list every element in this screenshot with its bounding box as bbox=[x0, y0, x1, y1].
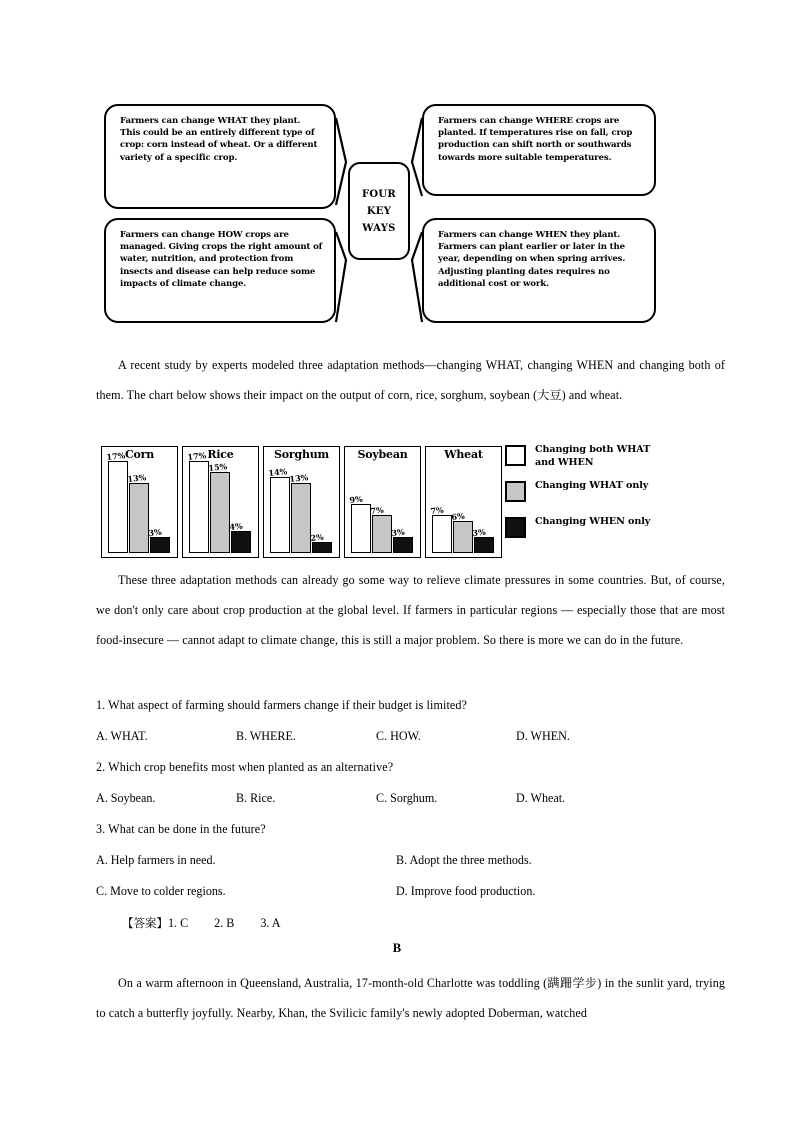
chart-bar bbox=[288, 471, 311, 553]
question-1-stem: 1. What aspect of farming should farmers change if their budget is limited? bbox=[96, 698, 467, 712]
chart-bar bbox=[207, 460, 230, 553]
question-3-option-a[interactable]: A. Help farmers in need. bbox=[96, 853, 216, 867]
chart-legend-swatch bbox=[505, 517, 526, 538]
answer-key bbox=[122, 915, 281, 931]
chart-bar bbox=[147, 526, 170, 553]
center-label-line-3: WAYS bbox=[362, 222, 396, 234]
diagram-box-where: Farmers can change WHERE crops are planted. If temperatures rise on fall, crop production can shift north or southwards towards more suitable temperatures. bbox=[422, 104, 656, 196]
chart-legend-item bbox=[505, 480, 705, 506]
crop-output-bar-chart bbox=[101, 446, 701, 558]
chart-bar bbox=[429, 504, 452, 553]
four-key-ways-diagram bbox=[100, 100, 660, 335]
question-1-option-b[interactable]: B. WHERE. bbox=[236, 729, 296, 743]
diagram-box-when: Farmers can change WHEN they plant. Farmers can plant earlier or later in the year, depending on when spring arrives. Adjusting planting dates requires no additional cost or work. bbox=[422, 218, 656, 323]
chart-bar-value-label: 7% bbox=[369, 504, 385, 517]
chart-bar-value-label: 6% bbox=[450, 510, 466, 522]
chart-bar bbox=[390, 526, 413, 553]
question-2-option-c[interactable]: C. Sorghum. bbox=[376, 791, 438, 805]
chart-panel-wheat bbox=[425, 446, 502, 558]
chart-bar-value-label: 15% bbox=[207, 460, 228, 473]
chart-bar-value-label: 7% bbox=[429, 504, 445, 517]
chart-legend-swatch bbox=[505, 445, 526, 466]
chart-bar-value-label: 3% bbox=[390, 526, 406, 538]
chart-panel-corn bbox=[101, 446, 178, 558]
section-heading-b: B bbox=[392, 941, 402, 955]
chart-bar bbox=[309, 531, 332, 553]
chart-bar bbox=[348, 493, 371, 553]
question-2-option-a[interactable]: A. Soybean. bbox=[96, 791, 156, 805]
chart-panel-plot bbox=[430, 462, 497, 553]
chart-bar-value-label: 13% bbox=[126, 471, 147, 484]
question-2-option-d[interactable]: D. Wheat. bbox=[516, 791, 566, 805]
chart-panel-title: Rice bbox=[207, 448, 234, 461]
chart-bar-value-label: 17% bbox=[105, 450, 126, 462]
question-1-option-d[interactable]: D. WHEN. bbox=[516, 729, 570, 743]
center-label-line-1: FOUR bbox=[361, 188, 397, 200]
center-label-line-2: KEY bbox=[366, 205, 392, 217]
paragraph-intro-text: A recent study by experts modeled three adaptation methods—changing WHAT, changing WHEN and changing both of them. The chart below shows their impact on the output of corn, rice, sorghum, soybean (大豆) and wheat. bbox=[96, 358, 725, 402]
chart-bar-value-label: 3% bbox=[471, 526, 487, 538]
question-3-option-b[interactable]: B. Adopt the three methods. bbox=[396, 853, 532, 867]
chart-panel-plot bbox=[268, 462, 335, 553]
chart-bar bbox=[450, 510, 473, 553]
paragraph-intro bbox=[96, 350, 725, 410]
answer-2: 2. B bbox=[214, 916, 235, 930]
answer-3: 3. A bbox=[260, 916, 281, 930]
chart-legend-item bbox=[505, 444, 705, 470]
question-3-options-row-1 bbox=[96, 852, 696, 868]
diagram-center-node bbox=[348, 162, 410, 260]
chart-bar bbox=[105, 450, 128, 553]
chart-legend bbox=[505, 444, 705, 552]
chart-panel-sorghum bbox=[263, 446, 340, 558]
answer-key-prefix: 【答案】 bbox=[122, 916, 168, 930]
question-2-options bbox=[96, 790, 656, 806]
chart-panel-title: Soybean bbox=[357, 448, 408, 461]
diagram-box-how: Farmers can change HOW crops are managed. Giving crops the right amount of water, nutrition, and protection from insects and disease can help reduce some impacts of climate change. bbox=[104, 218, 336, 323]
chart-bar-value-label: 3% bbox=[147, 526, 163, 538]
chart-bar bbox=[369, 504, 392, 553]
paragraph-conclusion-text: These three adaptation methods can already go some way to relieve climate pressures in some countries. But, of course, we don't only care about crop production at the global level. If farmers in particular regions — especially those that are most food-insecure — cannot adapt to climate change, this is still a major problem. So there is more we can do in the future. bbox=[96, 573, 725, 647]
chart-legend-label: Changing both WHAT and WHEN bbox=[535, 444, 651, 468]
paragraph-section-b-text: On a warm afternoon in Queensland, Australia, 17-month-old Charlotte was toddling (蹒跚学步) in the sunlit yard, trying to catch a butterfly joyfully. Nearby, Khan, the Svilicic family's newly adopted Doberman, watched bbox=[96, 976, 725, 1020]
chart-legend-label: Changing WHEN only bbox=[535, 516, 651, 527]
chart-legend-swatch bbox=[505, 481, 526, 502]
chart-panel-rice bbox=[182, 446, 259, 558]
chart-panel-soybean bbox=[344, 446, 421, 558]
chart-bar bbox=[471, 526, 494, 553]
chart-panel-title: Sorghum bbox=[273, 448, 329, 461]
question-2-stem: 2. Which crop benefits most when planted as an alternative? bbox=[96, 760, 394, 774]
chart-bar-value-label: 2% bbox=[309, 531, 325, 544]
chart-bar-value-label: 17% bbox=[186, 450, 207, 462]
chart-bar bbox=[228, 521, 251, 553]
paragraph-conclusion bbox=[96, 565, 725, 655]
question-1-option-a[interactable]: A. WHAT. bbox=[96, 729, 148, 743]
chart-bar bbox=[126, 471, 149, 553]
chart-bar-value-label: 14% bbox=[267, 466, 288, 479]
chart-legend-label: Changing WHAT only bbox=[535, 480, 649, 491]
chart-bar-value-label: 4% bbox=[228, 521, 244, 533]
chart-panel-plot bbox=[349, 462, 416, 553]
question-3-option-c[interactable]: C. Move to colder regions. bbox=[96, 884, 226, 898]
diagram-box-what: Farmers can change WHAT they plant. This could be an entirely different type of crop: corn instead of wheat. Or a different variety of a specific crop. bbox=[104, 104, 336, 209]
chart-panels bbox=[101, 446, 502, 558]
question-3-option-d[interactable]: D. Improve food production. bbox=[396, 884, 536, 898]
chart-panel-title: Wheat bbox=[444, 448, 483, 461]
chart-bar bbox=[267, 466, 290, 553]
chart-bar-value-label: 13% bbox=[288, 471, 309, 484]
chart-bar-value-label: 9% bbox=[348, 493, 364, 506]
question-3-options-row-2 bbox=[96, 883, 696, 899]
chart-panel-title: Corn bbox=[124, 448, 155, 461]
question-1-options bbox=[96, 728, 656, 744]
question-2-option-b[interactable]: B. Rice. bbox=[236, 791, 276, 805]
answer-1: 1. C bbox=[168, 916, 189, 930]
paragraph-section-b bbox=[96, 968, 725, 1028]
chart-legend-item bbox=[505, 516, 705, 542]
question-1-option-c[interactable]: C. HOW. bbox=[376, 729, 421, 743]
chart-bar bbox=[186, 450, 209, 553]
question-3-stem: 3. What can be done in the future? bbox=[96, 822, 266, 836]
